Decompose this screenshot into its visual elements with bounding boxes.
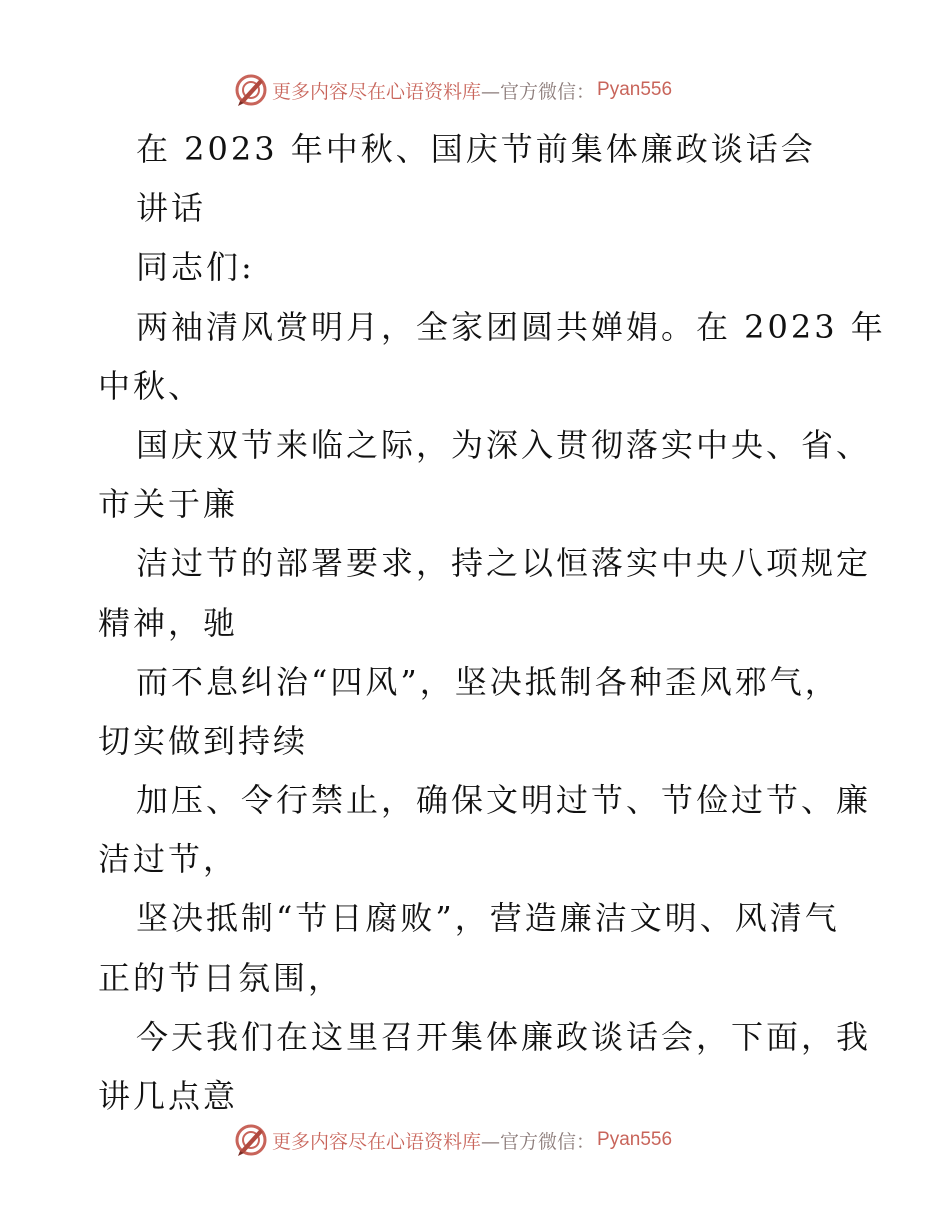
footer-watermark xyxy=(234,1122,672,1158)
watermark-text: 更多内容尽在心语资料库 xyxy=(272,80,482,103)
paragraph-line: 坚决抵制“节日腐败”，营造廉洁文明、风清气 xyxy=(136,899,840,938)
title-line-2: 讲话 xyxy=(136,189,207,228)
paragraph-line: 国庆双节来临之际，为深入贯彻落实中央、省、 xyxy=(136,425,872,464)
paragraph-line: 加压、令行禁止，确保文明过节、节俭过节、廉 xyxy=(136,781,872,820)
watermark-separator: —官方微信： xyxy=(481,80,596,103)
paragraph-line: 正的节日氛围， xyxy=(98,958,344,997)
paragraph-line: 洁过节的部署要求，持之以恒落实中央八项规定 xyxy=(136,544,872,583)
watermark-text: 更多内容尽在心语资料库 xyxy=(272,1130,482,1153)
paragraph-line: 市关于廉 xyxy=(98,485,239,524)
watermark-contact: Pyan556 xyxy=(597,1129,673,1150)
watermark-separator: —官方微信： xyxy=(481,1130,596,1153)
paragraph-line: 而不息纠治“四风”，坚决抵制各种歪风邪气， xyxy=(136,662,840,701)
quill-logo-icon xyxy=(234,1123,268,1157)
watermark-contact: Pyan556 xyxy=(597,79,673,100)
salutation: 同志们: xyxy=(136,248,255,287)
paragraph-line: 中秋、 xyxy=(98,366,204,405)
document-body xyxy=(98,120,886,1126)
paragraph-line: 洁过节， xyxy=(98,840,239,879)
title-line-1: 在 2023 年中秋、国庆节前集体廉政谈话会 xyxy=(136,130,816,168)
paragraph-line: 两袖清风赏明月，全家团圆共婵娟。在 2023 年 xyxy=(136,307,886,346)
paragraph-line: 精神，驰 xyxy=(98,603,239,642)
paragraph-line: 讲几点意 xyxy=(98,1077,239,1115)
header-watermark xyxy=(234,72,672,108)
paragraph-line: 今天我们在这里召开集体廉政谈话会，下面，我 xyxy=(136,1017,872,1056)
paragraph-line: 切实做到持续 xyxy=(98,721,309,760)
quill-logo-icon xyxy=(234,73,268,107)
